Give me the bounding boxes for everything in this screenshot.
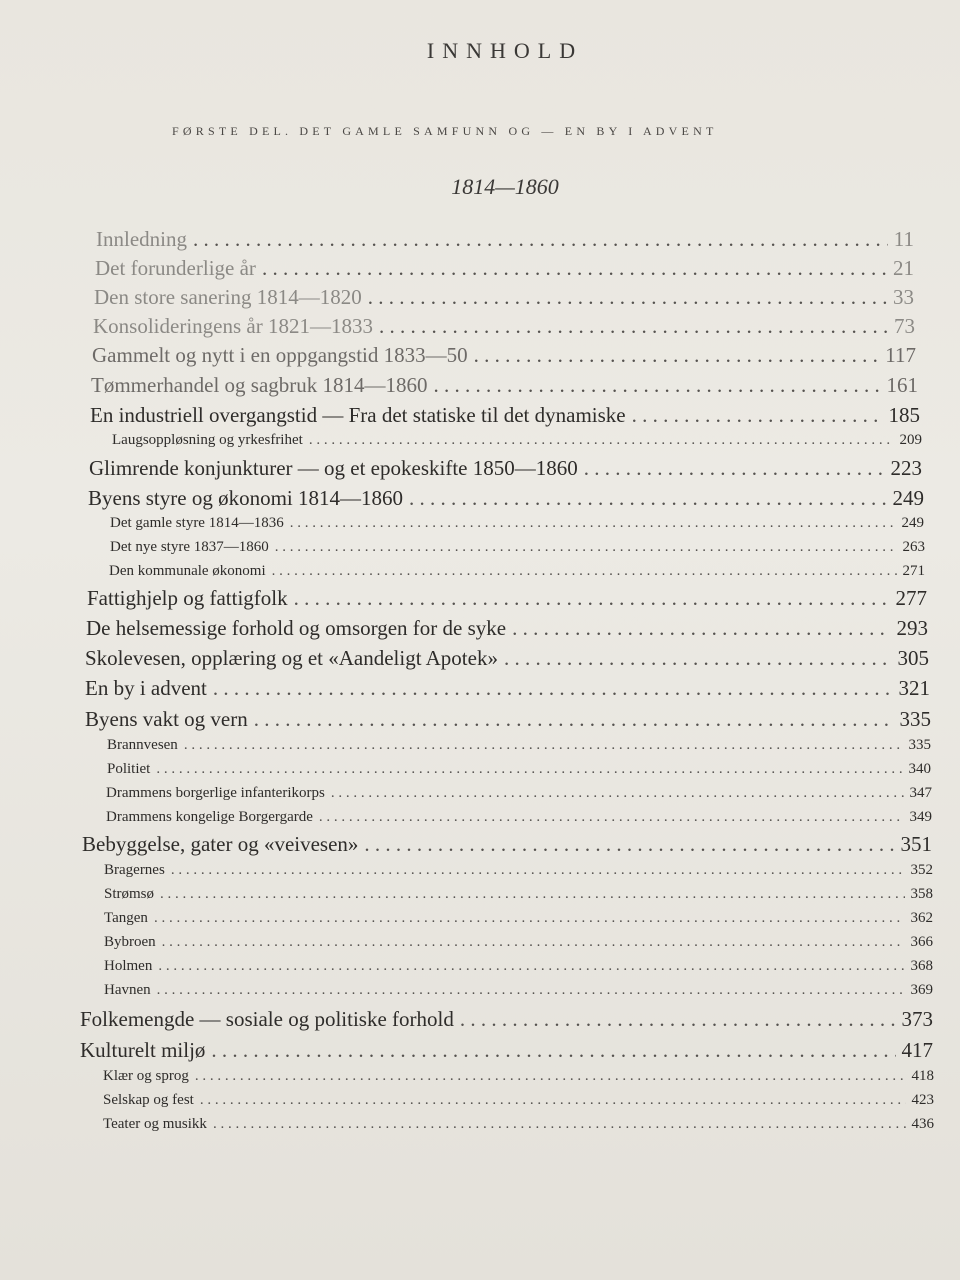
toc-entry-title: Brannvesen — [107, 737, 178, 753]
toc-entry — [92, 343, 916, 368]
toc-entry — [90, 403, 920, 428]
toc-subentry — [106, 809, 932, 826]
toc-entry-title: Drammens borgerlige infanterikorps — [106, 785, 325, 801]
toc-entry-title: Det forunderlige år — [95, 256, 256, 280]
toc-entry-title: Tømmerhandel og sagbruk 1814—1860 — [91, 373, 428, 397]
toc-leader-dots — [319, 809, 904, 826]
toc-entry-title: Konsolideringens år 1821—1833 — [93, 314, 373, 338]
toc-entry — [82, 832, 932, 857]
toc-entry-page: 249 — [892, 486, 924, 510]
toc-leader-dots — [275, 539, 897, 556]
toc-leader-dots — [156, 761, 902, 778]
toc-entry-page: 362 — [910, 910, 933, 926]
toc-subentry — [107, 737, 931, 754]
toc-entry-title: Den store sanering 1814—1820 — [94, 285, 362, 309]
toc-entry — [96, 227, 914, 252]
toc-entry-page: 369 — [910, 982, 933, 998]
toc-entry — [93, 314, 915, 339]
toc-entry-title: Innledning — [96, 227, 187, 251]
toc-subentry — [103, 1092, 934, 1109]
toc-subentry — [104, 958, 933, 975]
toc-leader-dots — [290, 515, 896, 532]
toc-entry-page: 185 — [888, 403, 920, 427]
toc-entry-page: 358 — [910, 886, 933, 902]
toc-leader-dots — [195, 1068, 906, 1085]
toc-entry-page: 263 — [902, 539, 925, 555]
part-years: 1814—1860 — [451, 174, 559, 199]
toc-leader-dots — [171, 862, 905, 879]
toc-leader-dots — [632, 403, 883, 428]
toc-entry-title: Den kommunale økonomi — [109, 563, 266, 579]
toc-entry-page: 209 — [899, 432, 922, 448]
toc-subentry — [104, 934, 933, 951]
toc-entry-page: 349 — [909, 809, 932, 825]
toc-entry — [85, 676, 930, 701]
toc-leader-dots — [331, 785, 904, 802]
toc-leader-dots — [460, 1007, 896, 1032]
toc-leader-dots — [213, 1116, 906, 1133]
toc-subentry — [103, 1068, 934, 1085]
toc-entry — [87, 586, 927, 611]
toc-entry-title: Bybroen — [104, 934, 156, 950]
toc-entry — [85, 707, 931, 732]
toc-entry-page: 161 — [886, 373, 918, 397]
toc-entry — [95, 256, 914, 281]
toc-leader-dots — [262, 256, 887, 281]
toc-entry-page: 417 — [901, 1038, 933, 1062]
toc-leader-dots — [254, 707, 894, 732]
toc-entry-page: 335 — [899, 707, 931, 731]
toc-entry-title: Kulturelt miljø — [80, 1038, 206, 1062]
toc-entry — [88, 486, 924, 511]
toc-entry-page: 73 — [894, 314, 915, 338]
toc-entry-page: 436 — [911, 1116, 934, 1132]
toc-leader-dots — [512, 616, 890, 641]
toc-leader-dots — [368, 285, 887, 310]
toc-entry — [94, 285, 914, 310]
toc-entry-page: 271 — [902, 563, 925, 579]
toc-subentry — [110, 515, 924, 532]
toc-subentry — [104, 982, 933, 999]
toc-leader-dots — [211, 1038, 895, 1063]
toc-leader-dots — [409, 486, 887, 511]
toc-entry — [89, 456, 922, 481]
toc-leader-dots — [193, 227, 888, 252]
toc-subentry — [107, 761, 931, 778]
toc-leader-dots — [157, 982, 905, 999]
toc-leader-dots — [504, 646, 892, 671]
toc-subentry — [109, 563, 925, 580]
toc-entry-title: Drammens kongelige Borgergarde — [106, 809, 313, 825]
toc-entry-title: Bebyggelse, gater og «veivesen» — [82, 832, 359, 856]
toc-entry-title: Klær og sprog — [103, 1068, 189, 1084]
toc-entry-page: 223 — [890, 456, 922, 480]
toc-entry-title: Glimrende konjunkturer — og et epokeskifte 1850—1860 — [89, 456, 578, 480]
toc-entry-title: Holmen — [104, 958, 153, 974]
toc-entry-page: 11 — [893, 227, 914, 251]
toc-leader-dots — [294, 586, 890, 611]
toc-entry-page: 33 — [893, 285, 914, 309]
toc-subentry — [112, 432, 922, 449]
toc-entry-title: En industriell overgangstid — Fra det statiske til det dynamiske — [90, 403, 626, 427]
toc-subentry — [110, 539, 925, 556]
toc-entry-title: De helsemessige forhold og omsorgen for de syke — [86, 616, 507, 640]
contents-heading: INNHOLD — [426, 38, 584, 63]
toc-entry-page: 305 — [897, 646, 929, 670]
toc-entry-page: 366 — [910, 934, 933, 950]
toc-entry-title: Fattighjelp og fattigfolk — [87, 586, 288, 610]
toc-entry-page: 335 — [908, 737, 931, 753]
toc-entry-title: Byens vakt og vern — [85, 707, 248, 731]
toc-entry-page: 418 — [911, 1068, 934, 1084]
toc-entry-title: Tangen — [104, 910, 148, 926]
toc-leader-dots — [213, 676, 893, 701]
toc-entry — [86, 616, 928, 641]
toc-leader-dots — [309, 432, 894, 449]
toc-entry-title: Byens styre og økonomi 1814—1860 — [88, 486, 403, 510]
toc-leader-dots — [184, 737, 903, 754]
toc-subentry — [103, 1116, 934, 1133]
toc-leader-dots — [379, 314, 888, 339]
toc-leader-dots — [364, 832, 894, 857]
toc-leader-dots — [160, 886, 904, 903]
toc-entry-page: 321 — [898, 676, 930, 700]
toc-entry-title: Folkemengde — sosiale og politiske forhold — [80, 1007, 454, 1031]
toc-entry-title: Det gamle styre 1814—1836 — [110, 515, 284, 531]
toc-subentry — [104, 910, 933, 927]
toc-entry-page: 21 — [893, 256, 914, 280]
toc-entry-page: 347 — [909, 785, 932, 801]
toc-leader-dots — [162, 934, 905, 951]
toc-entry-page: 351 — [900, 832, 932, 856]
toc-entry-title: Skolevesen, opplæring og et «Aandeligt Apotek» — [85, 646, 498, 670]
toc-entry-title: En by i advent — [85, 676, 207, 700]
toc-entry-page: 249 — [901, 515, 924, 531]
toc-leader-dots — [434, 373, 881, 398]
toc-entry-page: 293 — [896, 616, 928, 640]
toc-leader-dots — [584, 456, 885, 481]
toc-entry-title: Selskap og fest — [103, 1092, 194, 1108]
toc-entry-title: Havnen — [104, 982, 151, 998]
toc-entry-page: 373 — [901, 1007, 933, 1031]
toc-entry-page: 368 — [910, 958, 933, 974]
toc-entry-page: 340 — [908, 761, 931, 777]
toc-leader-dots — [474, 343, 880, 368]
toc-entry — [80, 1007, 933, 1032]
toc-entry-page: 352 — [910, 862, 933, 878]
toc-leader-dots — [272, 563, 897, 580]
toc-subentry — [104, 862, 933, 879]
toc-entry-page: 277 — [895, 586, 927, 610]
toc-entry — [91, 373, 918, 398]
toc-entry-page: 423 — [911, 1092, 934, 1108]
toc-entry — [80, 1038, 933, 1063]
toc-entry-title: Strømsø — [104, 886, 155, 902]
toc-entry-title: Teater og musikk — [103, 1116, 207, 1132]
toc-leader-dots — [200, 1092, 906, 1109]
toc-entry-title: Laugsoppløsning og yrkesfrihet — [112, 432, 303, 448]
toc-leader-dots — [154, 910, 905, 927]
toc-entry-title: Gammelt og nytt i en oppgangstid 1833—50 — [92, 343, 468, 367]
toc-subentry — [104, 886, 933, 903]
toc-subentry — [106, 785, 932, 802]
part-title: FØRSTE DEL. DET GAMLE SAMFUNN OG — EN BY I ADVENT — [172, 124, 718, 138]
toc-entry — [85, 646, 929, 671]
toc-entry-title: Bragernes — [104, 862, 165, 878]
toc-leader-dots — [158, 958, 904, 975]
toc-entry-title: Det nye styre 1837—1860 — [110, 539, 269, 555]
toc-entry-title: Politiet — [107, 761, 151, 777]
toc-entry-page: 117 — [885, 343, 916, 367]
